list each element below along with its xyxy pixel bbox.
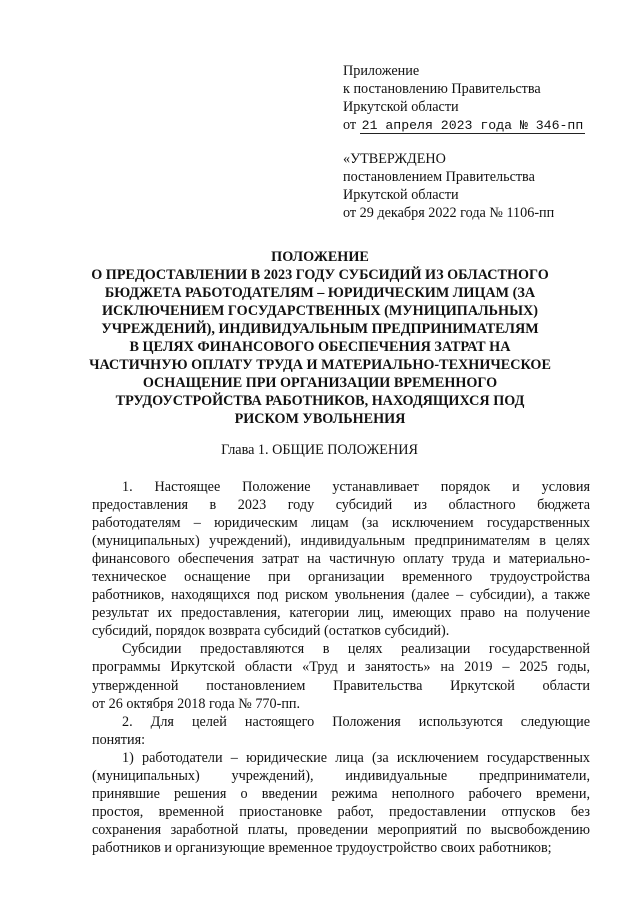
- title-line: ПОЛОЖЕНИЕ: [271, 249, 369, 265]
- paragraph-line: техническое оснащение при организации временного трудоустройства: [92, 569, 590, 586]
- title-line: В ЦЕЛЯХ ФИНАНСОВОГО ОБЕСПЕЧЕНИЯ ЗАТРАТ НА: [129, 339, 511, 355]
- appendix-label: Приложение: [343, 63, 420, 79]
- paragraph-line: (муниципальных) учреждений), индивидуальным предпринимателям в целях: [92, 533, 590, 550]
- title-line: БЮДЖЕТА РАБОТОДАТЕЛЯМ – ЮРИДИЧЕСКИМ ЛИЦАМ (ЗА: [104, 285, 536, 301]
- title-line: ЧАСТИЧНУЮ ОПЛАТУ ТРУДА И МАТЕРИАЛЬНО-ТЕХНИЧЕСКОЕ: [89, 357, 551, 373]
- appendix-date-stamp: 21 апреля 2023 года № 346-пп: [361, 118, 584, 133]
- approval-label: «УТВЕРЖДЕНО: [343, 151, 446, 167]
- document-title: [70, 248, 570, 428]
- appendix-block: [343, 62, 585, 135]
- approval-resolution-ref: постановлением Правительства: [343, 169, 535, 185]
- paragraph-line: 2. Для целей настоящего Положения используются следующие: [122, 713, 590, 730]
- appendix-resolution-ref: к постановлению Правительства: [343, 81, 541, 97]
- title-line: ОСНАЩЕНИЕ ПРИ ОРГАНИЗАЦИИ ВРЕМЕННОГО: [142, 375, 498, 391]
- paragraph-line: 1. Настоящее Положение устанавливает порядок и условия: [122, 479, 590, 495]
- paragraph-line: 1) работодатели – юридические лица (за исключением государственных: [122, 749, 590, 766]
- paragraph-line: предоставления в 2023 году субсидий из областного бюджета: [92, 497, 590, 514]
- title-line: УЧРЕЖДЕНИЙ), ИНДИВИДУАЛЬНЫМ ПРЕДПРИНИМАТЕЛЯМ: [101, 321, 539, 337]
- paragraph-line: работников, находящихся под риском увольнения (далее – субсидии), а также: [92, 587, 590, 604]
- paragraph-line: утвержденной постановлением Правительства Иркутской области: [92, 677, 590, 694]
- paragraph-line: результат их предоставления, категории лиц, имеющих право на получение: [92, 605, 590, 622]
- paragraph-line: принявшие решения о введении режима неполного рабочего времени,: [92, 785, 590, 802]
- paragraph-line: программы Иркутской области «Труд и занятость» на 2019 – 2025 годы,: [92, 659, 590, 676]
- paragraph-line: финансового обеспечения затрат на частичную оплату труда и материально-: [92, 551, 590, 568]
- approval-date: от 29 декабря 2022 года № 1106-пп: [343, 205, 555, 221]
- paragraph-line: понятия:: [92, 731, 146, 748]
- paragraph-line: простоя, временной приостановке работ, предоставлении отпусков без: [92, 803, 590, 820]
- title-line: ТРУДОУСТРОЙСТВА РАБОТНИКОВ, НАХОДЯЩИХСЯ ПОД: [115, 393, 525, 409]
- appendix-date-line: [343, 116, 585, 135]
- paragraph-line: субсидий, порядок возврата субсидий (остатков субсидий).: [92, 623, 450, 640]
- appendix-date-prefix: от: [343, 117, 357, 133]
- paragraph-line: Субсидии предоставляются в целях реализации государственной: [122, 641, 590, 658]
- approval-region: Иркутской области: [343, 187, 459, 203]
- paragraph-line: сохранения заработной платы, проведении мероприятий по высвобождению: [92, 821, 590, 838]
- title-line: О ПРЕДОСТАВЛЕНИИ В 2023 ГОДУ СУБСИДИЙ ИЗ ОБЛАСТНОГО: [91, 267, 549, 283]
- paragraph-line: (муниципальных) учреждений), индивидуальные предприниматели,: [92, 767, 590, 784]
- paragraph-line: от 26 октября 2018 года № 770-пп.: [92, 695, 301, 712]
- appendix-region: Иркутской области: [343, 99, 459, 115]
- chapter-heading: Глава 1. ОБЩИЕ ПОЛОЖЕНИЯ: [221, 442, 418, 458]
- body-text: [92, 478, 590, 857]
- approval-block: [343, 150, 554, 222]
- paragraph-line: работников и организующие временное трудоустройство своих работников;: [92, 839, 552, 856]
- title-line: ИСКЛЮЧЕНИЕМ ГОСУДАРСТВЕННЫХ (МУНИЦИПАЛЬНЫХ): [102, 303, 538, 319]
- paragraph-line: работодателям – юридическим лицам (за исключением государственных: [92, 515, 590, 532]
- title-line: РИСКОМ УВОЛЬНЕНИЯ: [234, 411, 406, 427]
